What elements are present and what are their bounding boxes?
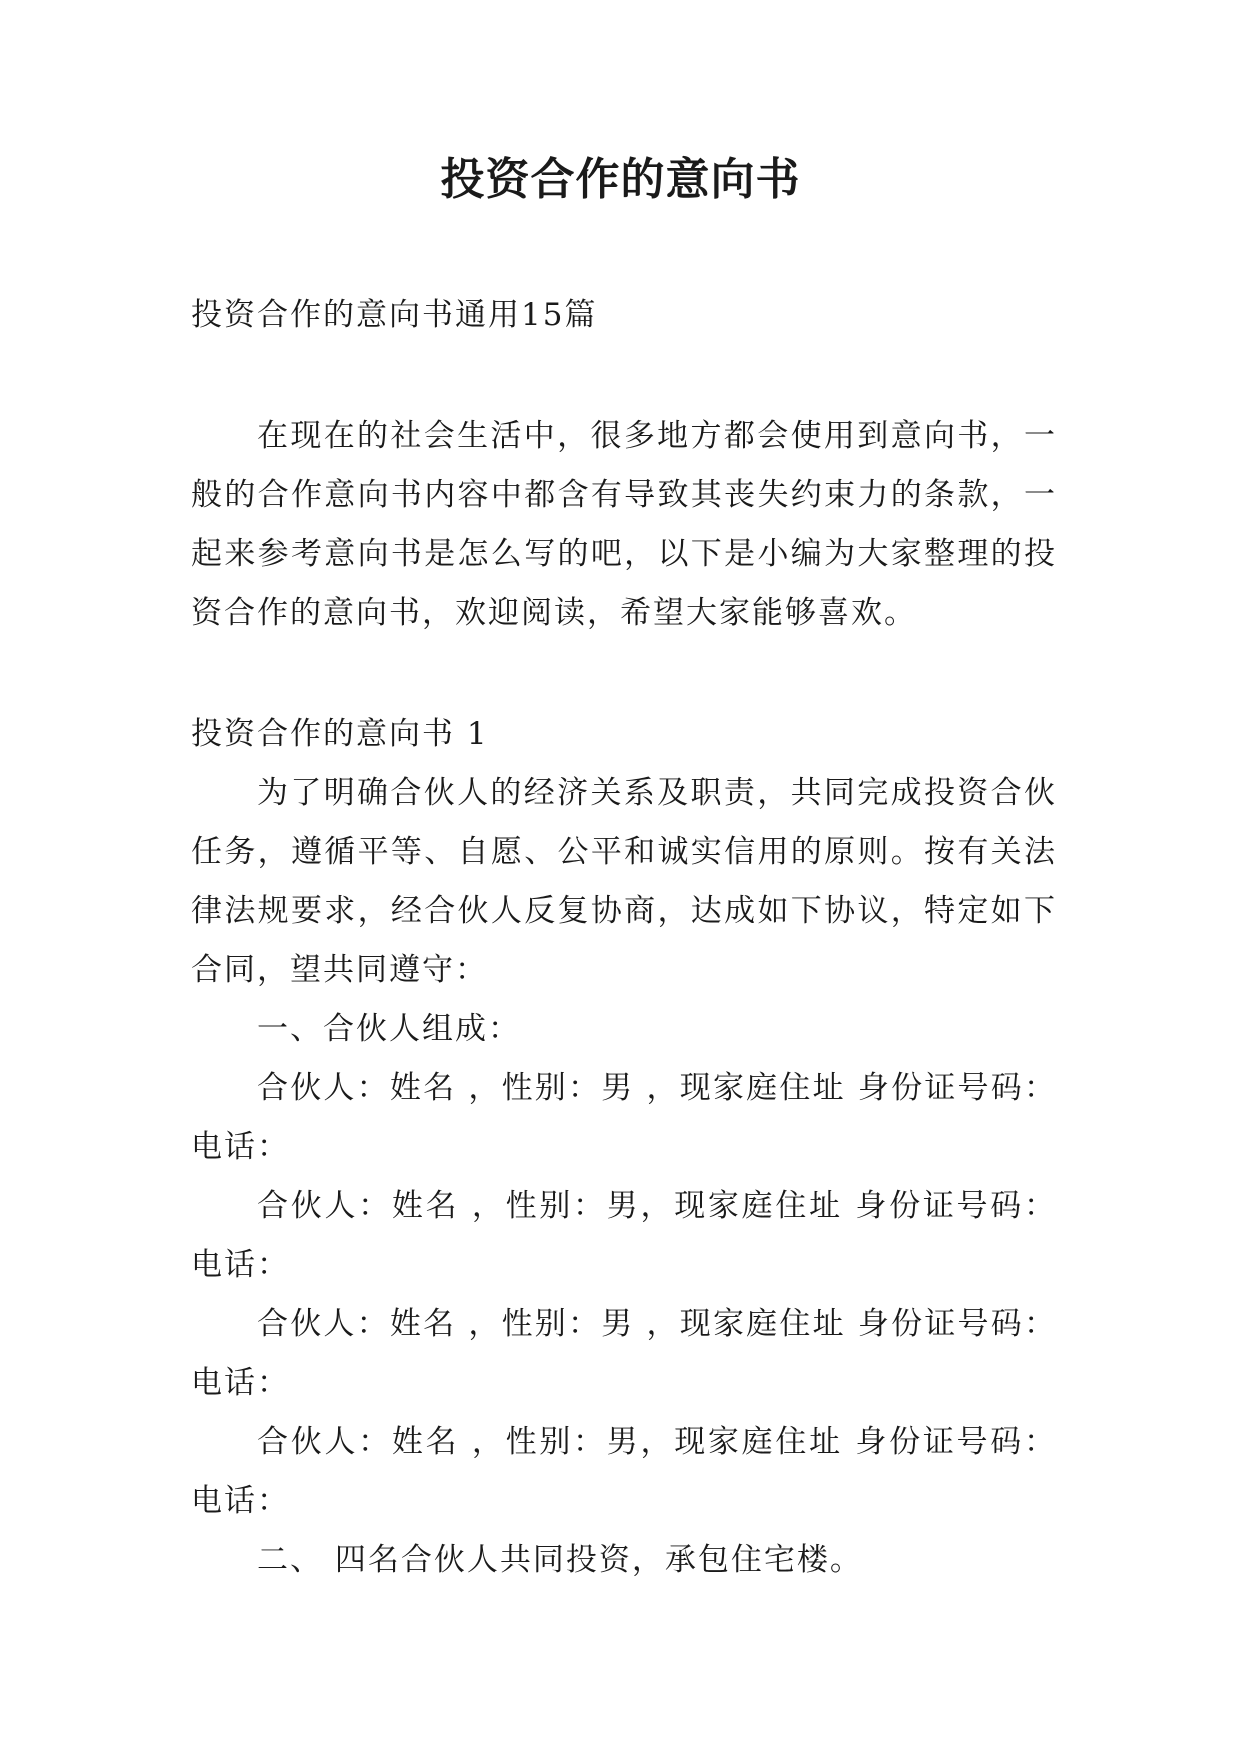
section-line: 任务，遵循平等、自愿、公平和诚实信用的原则。按有关法 [191, 834, 1057, 870]
intro-line: 般的合作意向书内容中都含有导致其丧失约束力的条款，一 [191, 477, 1057, 513]
intro-paragraph [191, 407, 1057, 643]
document-subtitle: 投资合作的意向书通用15篇 [191, 297, 598, 333]
partner-entry [191, 1059, 1057, 1177]
partner-line: 合伙人：姓名 ，性别：男 ，现家庭住址 身份证号码： [257, 1306, 1057, 1342]
partner-phone: 电话： [191, 1483, 290, 1519]
partner-line: 合伙人：姓名 ，性别：男 ，现家庭住址 身份证号码： [257, 1070, 1057, 1106]
section-heading: 投资合作的意向书 1 [191, 716, 489, 752]
intro-line: 在现在的社会生活中，很多地方都会使用到意向书，一 [257, 418, 1057, 454]
partner-entry [191, 1295, 1057, 1413]
partner-entry [191, 1413, 1057, 1531]
partner-line: 合伙人：姓名 ，性别：男，现家庭住址 身份证号码： [257, 1424, 1057, 1460]
clause-heading: 一、合伙人组成： [257, 1011, 521, 1047]
partner-phone: 电话： [191, 1247, 290, 1283]
intro-line: 资合作的意向书，欢迎阅读，希望大家能够喜欢。 [191, 595, 917, 631]
document-title: 投资合作的意向书 [440, 154, 801, 205]
partner-line: 合伙人：姓名 ，性别：男，现家庭住址 身份证号码： [257, 1188, 1057, 1224]
section-line: 为了明确合伙人的经济关系及职责，共同完成投资合伙 [257, 775, 1057, 811]
partner-entry [191, 1177, 1057, 1295]
section-line: 合同，望共同遵守： [191, 952, 488, 988]
partner-phone: 电话： [191, 1129, 290, 1165]
partner-phone: 电话： [191, 1365, 290, 1401]
clause-heading: 二、 四名合伙人共同投资，承包住宅楼。 [257, 1542, 863, 1578]
intro-line: 起来参考意向书是怎么写的吧，以下是小编为大家整理的投 [191, 536, 1057, 572]
section-paragraph [191, 764, 1057, 1000]
document-body [191, 286, 1057, 1590]
section-line: 律法规要求，经合伙人反复协商，达成如下协议，特定如下 [191, 893, 1057, 929]
